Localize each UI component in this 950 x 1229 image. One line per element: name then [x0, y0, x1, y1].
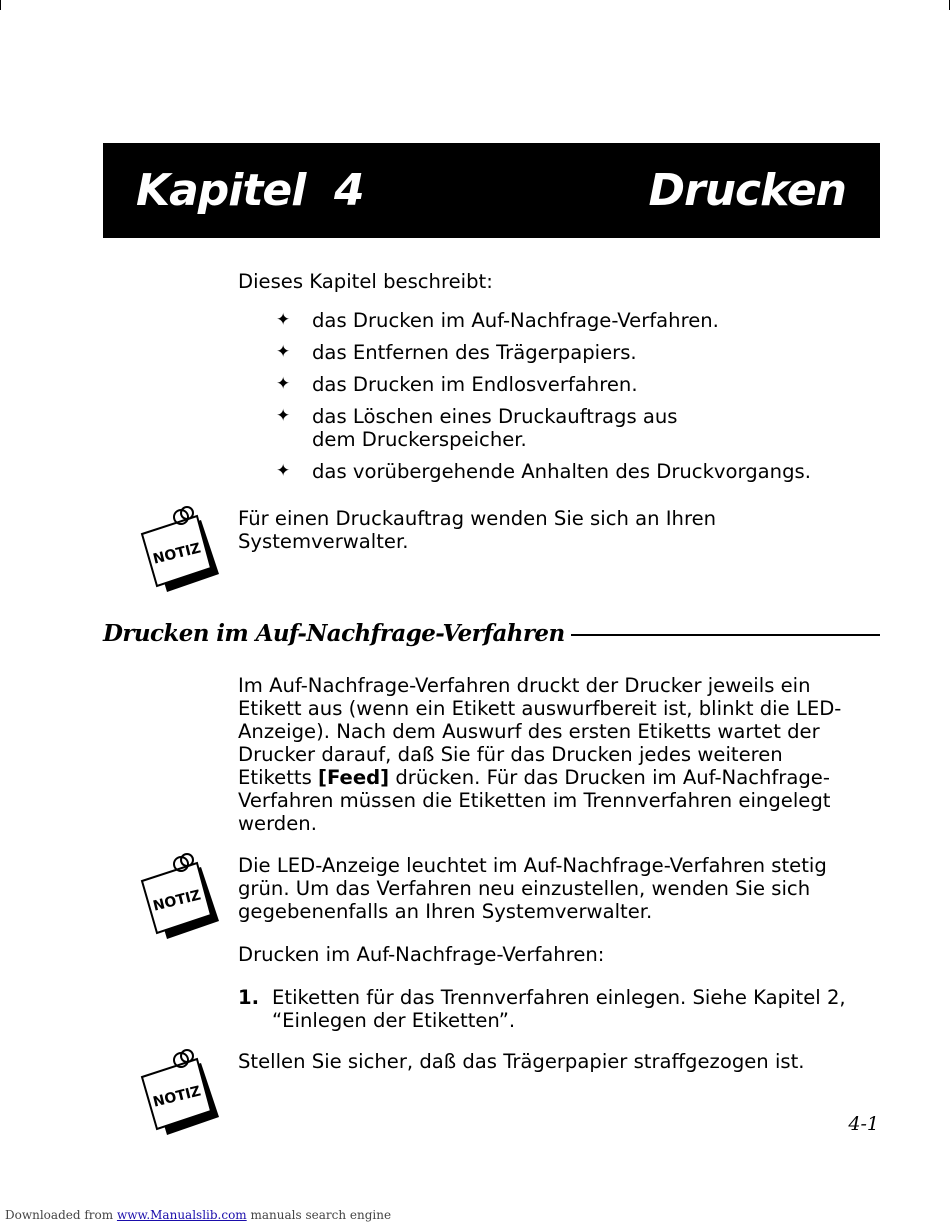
star-bullet-icon: ✦	[276, 374, 291, 394]
chapter-header	[103, 143, 880, 238]
notiz-label: NOTIZ	[151, 540, 203, 568]
star-bullet-icon: ✦	[276, 406, 291, 426]
note-text: Die LED-Anzeige leuchtet im Auf-Nachfrage-Verfahren stetig grün. Um das Verfahren neu einzustellen, wenden Sie sich gegebenenfalls an Ihren Systemverwalter.	[238, 854, 827, 923]
list-item: ✦ das vorübergehende Anhalten des Druckvorgangs.	[276, 460, 811, 483]
footer: Downloaded from www.Manualslib.com manuals search engine	[5, 1208, 392, 1222]
note-text: Für einen Druckauftrag wenden Sie sich an Ihren Systemverwalter.	[238, 507, 717, 553]
star-bullet-icon: ✦	[276, 310, 291, 330]
feed-key: [Feed]	[318, 766, 390, 789]
star-bullet-icon: ✦	[276, 461, 291, 481]
list-item: ✦ das Drucken im Auf-Nachfrage-Verfahren.	[276, 309, 719, 332]
list-item: ✦ das Entfernen des Trägerpapiers.	[276, 341, 637, 364]
step-number: 1.	[238, 986, 260, 1009]
section-heading	[103, 618, 880, 652]
notiz-label: NOTIZ	[151, 1083, 203, 1111]
steps-intro: Drucken im Auf-Nachfrage-Verfahren:	[238, 943, 605, 966]
step-text: Etiketten für das Trennverfahren einlegen. Siehe Kapitel 2, “Einlegen der Etiketten”.	[272, 986, 846, 1032]
chapter-label: Kapitel 4	[136, 165, 364, 216]
page-number: 4-1	[848, 1113, 879, 1135]
list-item: ✦ das Drucken im Endlosverfahren.	[276, 373, 638, 396]
intro-text: Dieses Kapitel beschreibt:	[238, 270, 493, 293]
section-paragraph: Im Auf-Nachfrage-Verfahren druckt der Drucker jeweils ein Etikett aus (wenn ein Etikett auswurfbereit ist, blinkt die LED-Anzeige). Nach dem Auswurf des ersten Etiketts wartet der Drucker darauf, daß Sie für das Drucken jedes weiteren Etiketts [Feed] drücken. Für das Drucken im Auf-Nachfrage-Verfahren müssen die Etiketten im Trennverfahren eingelegt werden.	[238, 674, 842, 835]
numbered-step	[238, 986, 878, 1032]
section-title: Drucken im Auf-Nachfrage-Verfahren	[103, 618, 571, 650]
notiz-label: NOTIZ	[151, 887, 203, 915]
bullet-list	[276, 309, 876, 492]
notiz-note-icon	[139, 1049, 223, 1135]
list-item: ✦ das Löschen eines Druckauftrags aus dem Druckerspeicher.	[276, 405, 678, 451]
footer-link[interactable]: www.Manualslib.com	[116, 1208, 247, 1222]
crop-mark-left	[0, 0, 1, 10]
note-text: Stellen Sie sicher, daß das Trägerpapier straffgezogen ist.	[238, 1050, 805, 1073]
notiz-note-icon	[139, 853, 223, 939]
notiz-note-icon	[139, 506, 223, 592]
chapter-title: Drucken	[648, 165, 846, 216]
star-bullet-icon: ✦	[276, 342, 291, 362]
